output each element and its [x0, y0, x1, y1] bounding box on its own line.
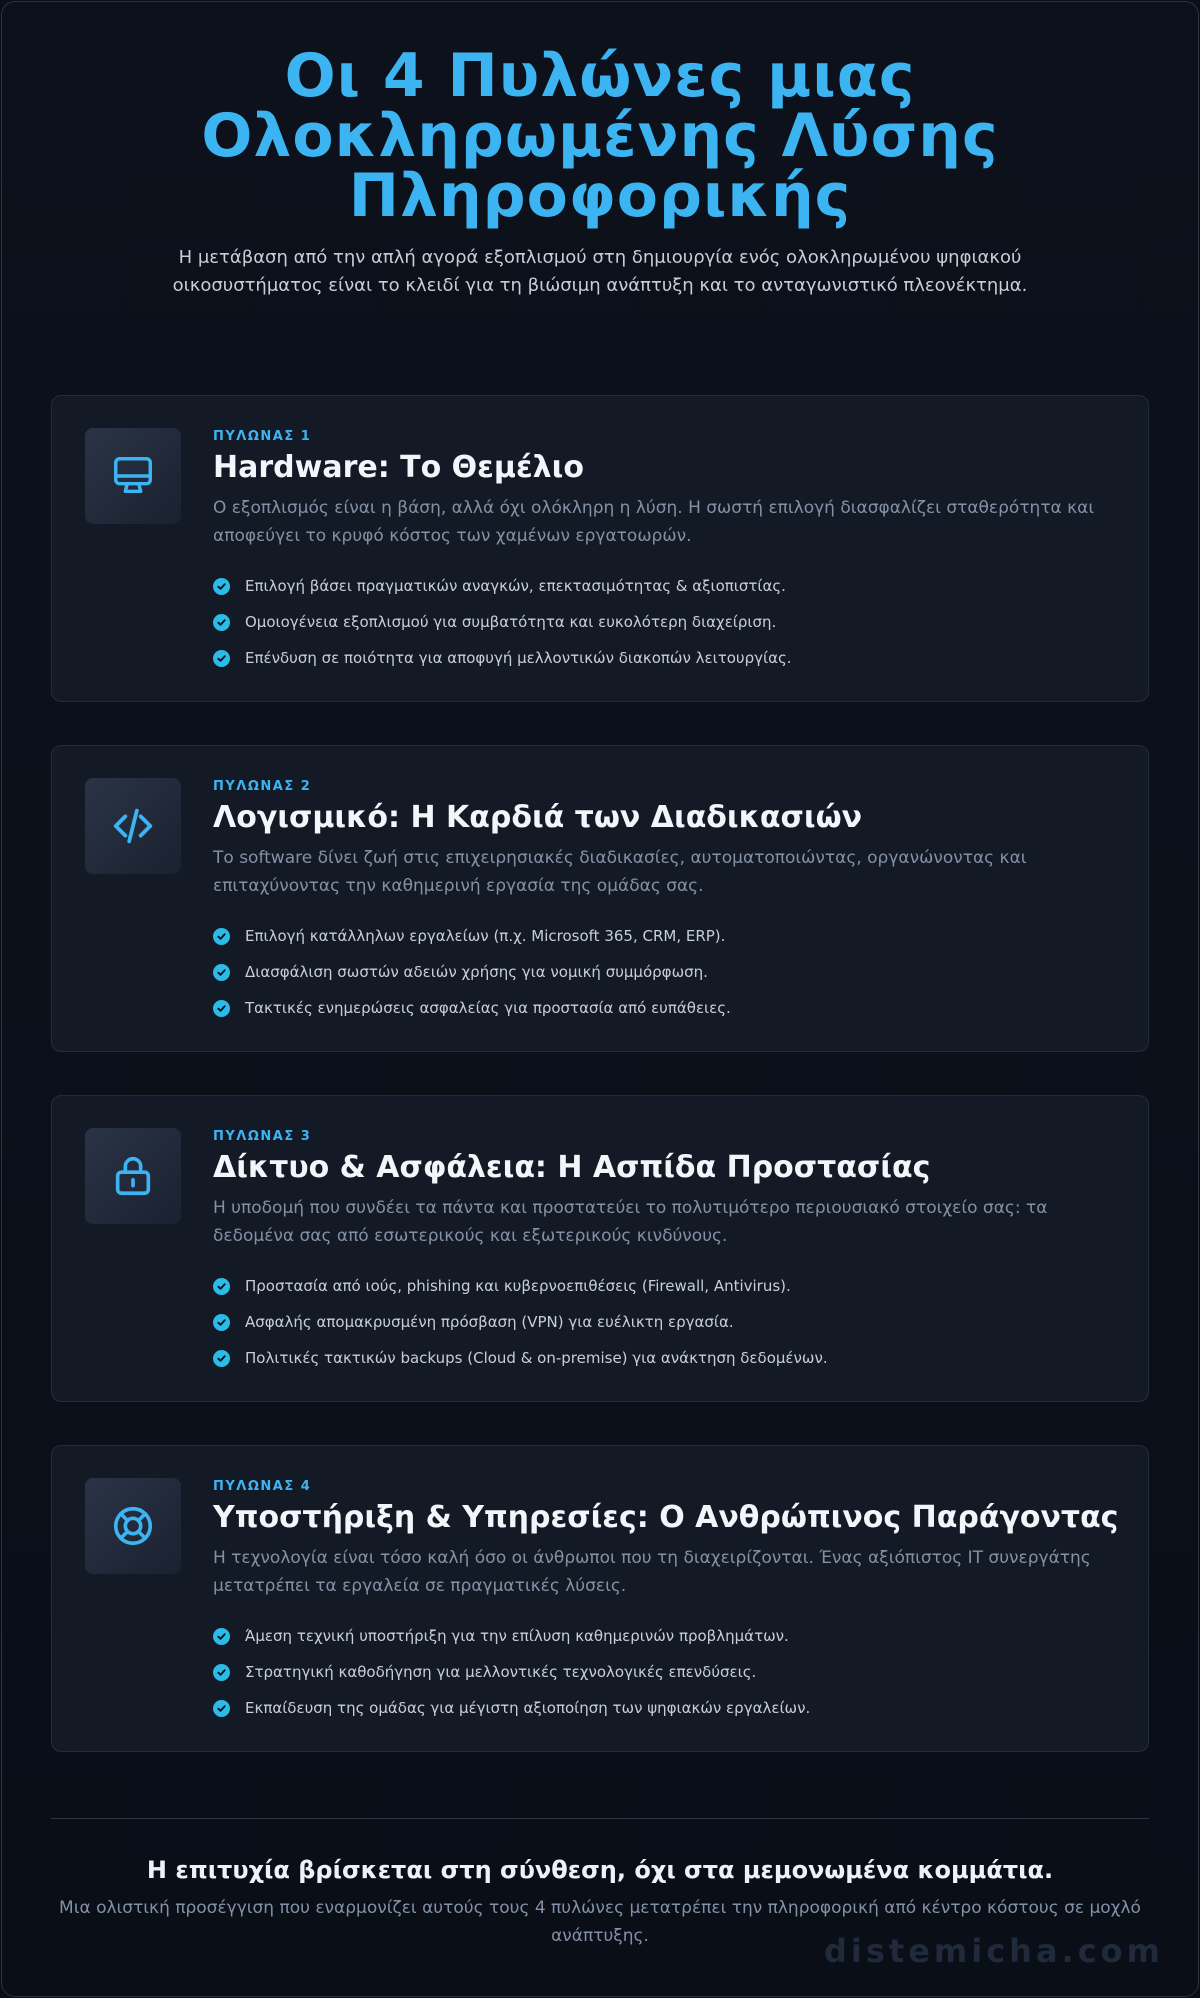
- pillar-bullet: [213, 1304, 1123, 1340]
- pillar-icon-box: [85, 1478, 181, 1574]
- pillar-description: Η υποδομή που συνδέει τα πάντα και προστατεύει το πολυτιμότερο περιουσιακό στοιχείο σας: τα δεδομένα σας από εσωτερικούς και εξωτερικούς κινδύνους.: [213, 1198, 1048, 1246]
- bullet-text: Προστασία από ιούς, phishing και κυβερνοεπιθέσεις (Firewall, Antivirus).: [245, 1277, 791, 1295]
- pillar-bullet: [213, 1268, 1123, 1304]
- watermark: distemicha.com: [823, 1932, 1164, 1970]
- pillar-bullet: [213, 568, 1123, 604]
- pillar-bullet: [213, 990, 1123, 1026]
- pillar-description: Η τεχνολογία είναι τόσο καλή όσο οι άνθρωποι που τη διαχειρίζονται. Ένας αξιόπιστος IT συνεργάτης μετατρέπει τα εργαλεία σε πραγματικές λύσεις.: [213, 1548, 1091, 1596]
- footer-title: Η επιτυχία βρίσκεται στη σύνθεση, όχι στα μεμονωμένα κομμάτια.: [146, 1856, 1054, 1884]
- lock-icon: [110, 1153, 156, 1199]
- footer-text: Μια ολιστική προσέγγιση που εναρμονίζει αυτούς τους 4 πυλώνες μετατρέπει την πληροφορική από κέντρο κόστους σε μοχλό ανάπτυξης.: [59, 1898, 1141, 1946]
- pillar-content: [213, 778, 1123, 1026]
- pillar-bullet-list: [213, 568, 1123, 676]
- pillar-bullet: [213, 604, 1123, 640]
- pillar-card-3: [51, 1095, 1149, 1402]
- pillar-card-1: [51, 395, 1149, 702]
- bullet-text: Εκπαίδευση της ομάδας για μέγιστη αξιοποίηση των ψηφιακών εργαλείων.: [245, 1699, 811, 1717]
- page-subtitle: Η μετάβαση από την απλή αγορά εξοπλισμού στη δημιουργία ενός ολοκληρωμένου ψηφιακού οικοσυστήματος είναι το κλειδί για τη βιώσιμη ανάπτυξη και το ανταγωνιστικό πλεονέκτημα.: [172, 247, 1028, 296]
- pillar-tag: ΠΥΛΩΝΑΣ 1: [213, 429, 312, 444]
- bullet-text: Τακτικές ενημερώσεις ασφαλείας για προστασία από ευπάθειες.: [245, 999, 731, 1017]
- pillar-bullet-list: [213, 1618, 1123, 1726]
- check-icon: [213, 928, 230, 945]
- pillar-content: [213, 1478, 1123, 1726]
- pillar-bullet: [213, 640, 1123, 676]
- pillar-title: Δίκτυο & Ασφάλεια: Η Ασπίδα Προστασίας: [213, 1150, 931, 1185]
- pillar-icon-box: [85, 1128, 181, 1224]
- pillar-bullet: [213, 954, 1123, 990]
- pillar-bullet: [213, 1618, 1123, 1654]
- pillar-bullet-list: [213, 918, 1123, 1026]
- page-title: Οι 4 Πυλώνες μιας Ολοκληρωμένης Λύσης Πληροφορικής: [201, 41, 999, 231]
- infographic-frame: [1, 1, 1199, 1997]
- check-icon: [213, 1000, 230, 1017]
- bullet-text: Πολιτικές τακτικών backups (Cloud & on-premise) για ανάκτηση δεδομένων.: [245, 1349, 828, 1367]
- bullet-text: Διασφάλιση σωστών αδειών χρήσης για νομική συμμόρφωση.: [245, 963, 708, 981]
- check-icon: [213, 1314, 230, 1331]
- check-icon: [213, 1628, 230, 1645]
- header: [2, 41, 1198, 300]
- code-icon: [110, 803, 156, 849]
- bullet-text: Στρατηγική καθοδήγηση για μελλοντικές τεχνολογικές επενδύσεις.: [245, 1663, 757, 1681]
- check-icon: [213, 650, 230, 667]
- pillar-bullet-list: [213, 1268, 1123, 1376]
- pillar-title: Hardware: Το Θεμέλιο: [213, 450, 584, 485]
- check-icon: [213, 1664, 230, 1681]
- check-icon: [213, 614, 230, 631]
- bullet-text: Επιλογή κατάλληλων εργαλείων (π.χ. Microsoft 365, CRM, ERP).: [245, 927, 726, 945]
- pillar-icon-box: [85, 428, 181, 524]
- pillar-title: Υποστήριξη & Υπηρεσίες: Ο Ανθρώπινος Παράγοντας: [213, 1500, 1119, 1535]
- check-icon: [213, 1700, 230, 1717]
- monitor-icon: [110, 453, 156, 499]
- check-icon: [213, 578, 230, 595]
- lifebuoy-icon: [110, 1503, 156, 1549]
- check-icon: [213, 1278, 230, 1295]
- pillar-icon-box: [85, 778, 181, 874]
- pillar-bullet: [213, 1340, 1123, 1376]
- footer-divider: [51, 1818, 1149, 1819]
- pillar-title: Λογισμικό: Η Καρδιά των Διαδικασιών: [213, 800, 863, 835]
- pillar-bullet: [213, 1690, 1123, 1726]
- pillar-description: Ο εξοπλισμός είναι η βάση, αλλά όχι ολόκληρη η λύση. Η σωστή επιλογή διασφαλίζει σταθερότητα και αποφεύγει το κρυφό κόστος των χαμένων εργατοωρών.: [213, 498, 1095, 546]
- bullet-text: Επένδυση σε ποιότητα για αποφυγή μελλοντικών διακοπών λειτουργίας.: [245, 649, 792, 667]
- bullet-text: Άμεση τεχνική υποστήριξη για την επίλυση καθημερινών προβλημάτων.: [245, 1627, 789, 1645]
- bullet-text: Ασφαλής απομακρυσμένη πρόσβαση (VPN) για ευέλικτη εργασία.: [245, 1313, 734, 1331]
- pillar-bullet: [213, 918, 1123, 954]
- bullet-text: Επιλογή βάσει πραγματικών αναγκών, επεκτασιμότητας & αξιοπιστίας.: [245, 577, 786, 595]
- pillar-tag: ΠΥΛΩΝΑΣ 2: [213, 779, 312, 794]
- pillar-description: Το software δίνει ζωή στις επιχειρησιακές διαδικασίες, αυτοματοποιώντας, οργανώνοντας και επιταχύνοντας την καθημερινή εργασία της ομάδας σας.: [213, 848, 1027, 896]
- bullet-text: Ομοιογένεια εξοπλισμού για συμβατότητα και ευκολότερη διαχείριση.: [245, 613, 777, 631]
- pillar-tag: ΠΥΛΩΝΑΣ 4: [213, 1479, 312, 1494]
- pillar-content: [213, 428, 1123, 676]
- check-icon: [213, 964, 230, 981]
- check-icon: [213, 1350, 230, 1367]
- pillar-card-2: [51, 745, 1149, 1052]
- pillar-tag: ΠΥΛΩΝΑΣ 3: [213, 1129, 312, 1144]
- pillar-content: [213, 1128, 1123, 1376]
- pillar-card-4: [51, 1445, 1149, 1752]
- pillar-bullet: [213, 1654, 1123, 1690]
